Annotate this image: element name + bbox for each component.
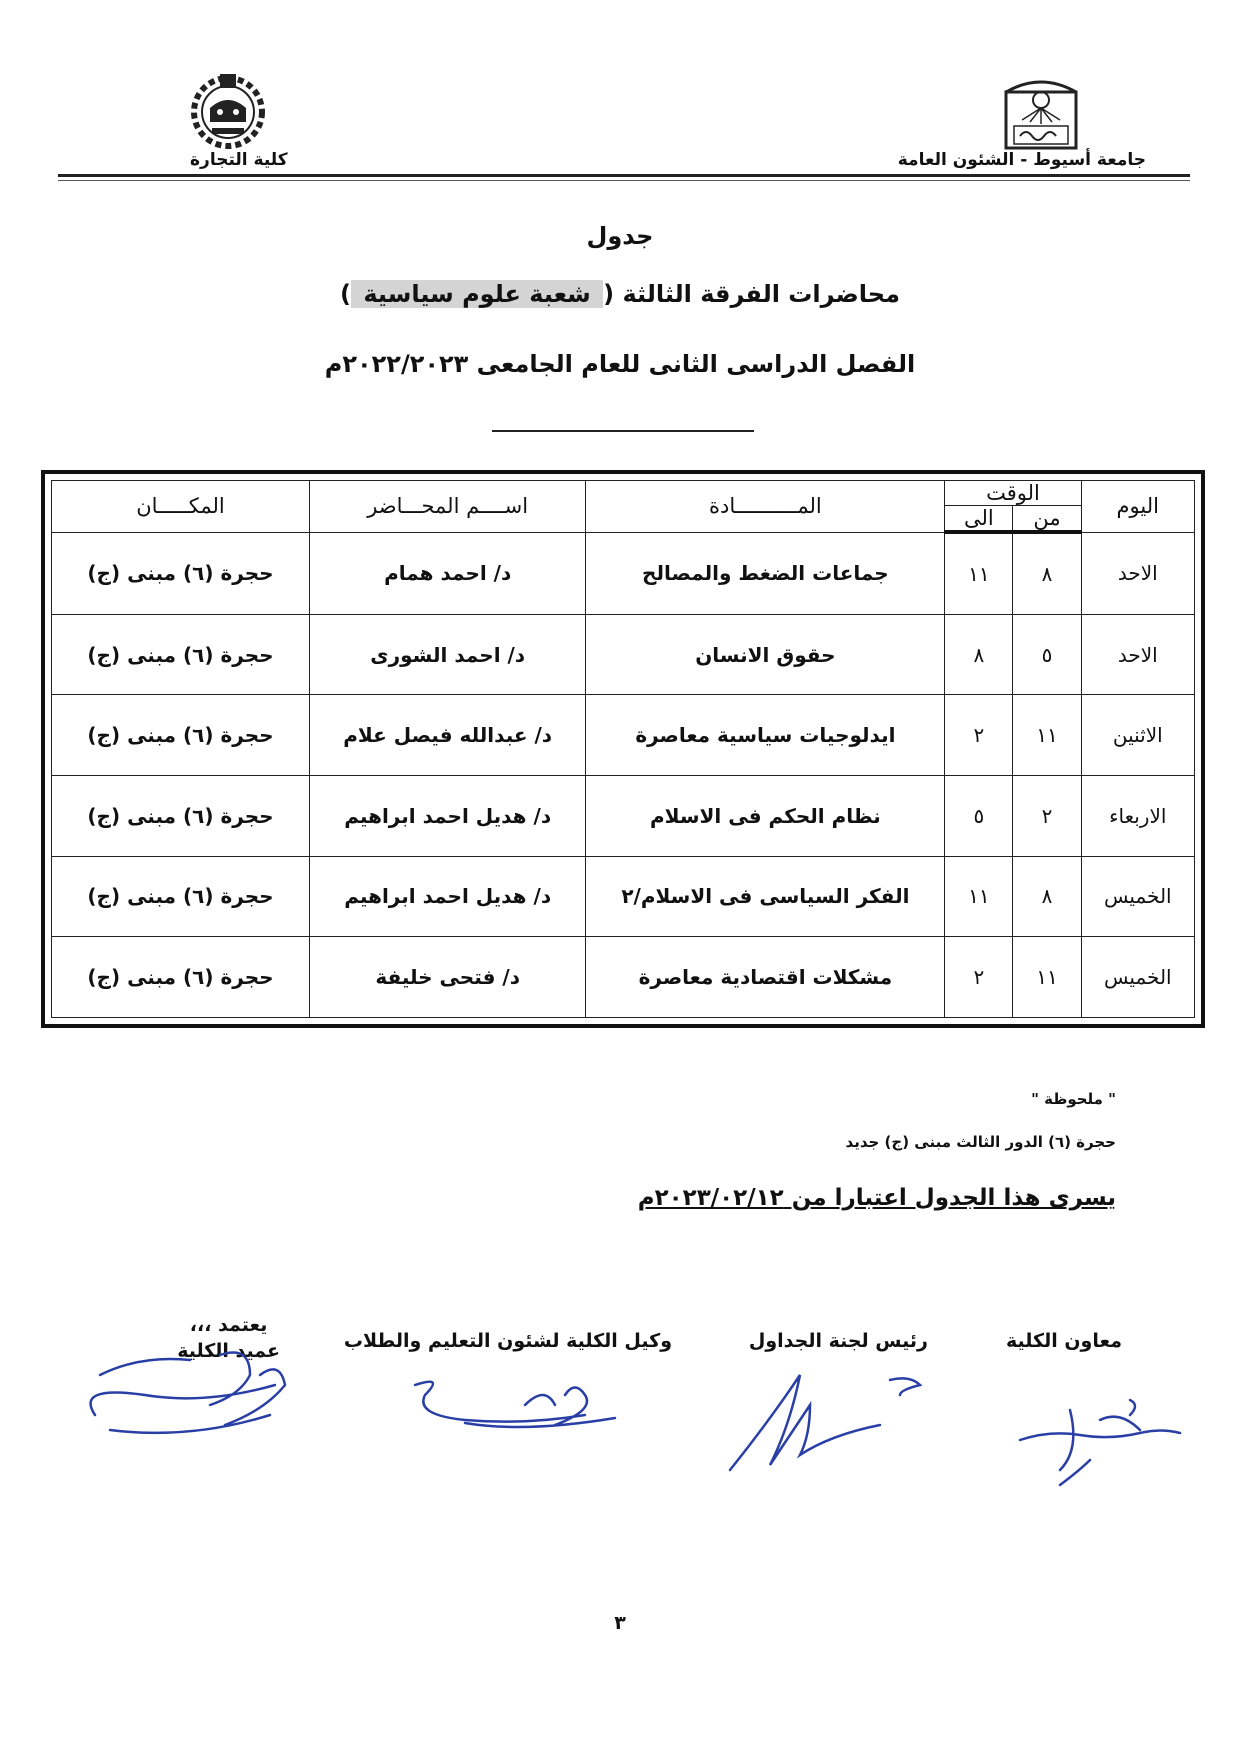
cell-to: ١١ [945,532,1013,614]
header-place: المكـــــان [52,481,310,533]
university-name: جامعة أسيوط - الشئون العامة [897,150,1146,170]
doc-title: جدول [586,222,654,250]
cell-lecturer: د/ احمد الشورى [309,614,585,695]
cell-place: حجرة (٦) مبنى (ج) [52,532,310,614]
schedule-table-frame [41,470,1205,1028]
header-to: الى [945,506,1013,533]
faculty-name: كلية التجارة [190,150,288,170]
cell-subject: ايدلوجيات سياسية معاصرة [586,695,945,776]
header-time: الوقت [945,481,1081,506]
cell-place: حجرة (٦) مبنى (ج) [52,937,310,1018]
cell-from: ٢ [1013,776,1081,857]
signature-dean [80,1335,300,1445]
cell-from: ٥ [1013,614,1081,695]
table-row [52,614,1195,695]
cell-to: ١١ [945,856,1013,937]
cell-place: حجرة (٦) مبنى (ج) [52,776,310,857]
table-row [52,776,1195,857]
table-row [52,937,1195,1018]
signature-committee-head [720,1360,940,1480]
cell-to: ٥ [945,776,1013,857]
cell-place: حجرة (٦) مبنى (ج) [52,856,310,937]
cell-day: الخميس [1081,937,1194,1018]
cell-to: ٢ [945,937,1013,1018]
cell-lecturer: د/ احمد همام [309,532,585,614]
header-rule-thin [58,180,1190,181]
cell-lecturer: د/ فتحى خليفة [309,937,585,1018]
cell-from: ١١ [1013,937,1081,1018]
header-subject: المــــــــــادة [586,481,945,533]
cell-to: ٢ [945,695,1013,776]
cell-day: الخميس [1081,856,1194,937]
header-lecturer: اســــم المحـــاضر [309,481,585,533]
signatory-dean: عميد الكلية [177,1340,280,1362]
note-label: " ملحوظة " [1031,1090,1116,1108]
effective-date: يسرى هذا الجدول اعتبارا من ٢٠٢٣/٠٢/١٢م [637,1185,1116,1211]
signature-vice-dean [405,1365,625,1445]
cell-day: الاربعاء [1081,776,1194,857]
table-row [52,532,1195,614]
schedule-table [51,480,1195,1018]
cell-to: ٨ [945,614,1013,695]
cell-day: الاحد [1081,614,1194,695]
signature-deputy [1010,1380,1190,1490]
header-rule [58,174,1190,177]
cell-from: ٨ [1013,856,1081,937]
cell-day: الاحد [1081,532,1194,614]
cell-from: ١١ [1013,695,1081,776]
signatory-vice-dean: وكيل الكلية لشئون التعليم والطلاب [343,1330,672,1352]
title-underline [492,430,754,432]
cell-subject: حقوق الانسان [586,614,945,695]
signatory-deputy: معاون الكلية [1006,1330,1122,1352]
header-day: اليوم [1081,481,1194,533]
cell-from: ٨ [1013,532,1081,614]
cell-day: الاثنين [1081,695,1194,776]
note-text: حجرة (٦) الدور الثالث مبنى (ج) جديد [845,1133,1116,1151]
cell-lecturer: د/ عبدالله فيصل علام [309,695,585,776]
header-from: من [1013,506,1081,533]
cell-lecturer: د/ هديل احمد ابراهيم [309,776,585,857]
subtitle-prefix: محاضرات الفرقة الثالثة ( [603,280,900,308]
faculty-logo [180,68,276,150]
table-row [52,695,1195,776]
cell-subject: مشكلات اقتصادية معاصرة [586,937,945,1018]
university-logo [1000,78,1082,150]
cell-subject: جماعات الضغط والمصالح [586,532,945,614]
cell-subject: نظام الحكم فى الاسلام [586,776,945,857]
cell-place: حجرة (٦) مبنى (ج) [52,614,310,695]
signatory-committee-head: رئيس لجنة الجداول [748,1330,928,1352]
doc-semester: الفصل الدراسى الثانى للعام الجامعى ٢٠٢٢/٢٠٢٣م [324,350,916,378]
doc-subtitle [0,280,1240,308]
cell-subject: الفكر السياسى فى الاسلام/٢ [586,856,945,937]
subtitle-highlight: شعبة علوم سياسية [351,280,603,308]
cell-lecturer: د/ هديل احمد ابراهيم [309,856,585,937]
table-row [52,856,1195,937]
page-number: ٣ [614,1612,626,1634]
approve-label: يعتمد ،،، [189,1314,268,1336]
subtitle-suffix: ) [340,280,352,308]
cell-place: حجرة (٦) مبنى (ج) [52,695,310,776]
